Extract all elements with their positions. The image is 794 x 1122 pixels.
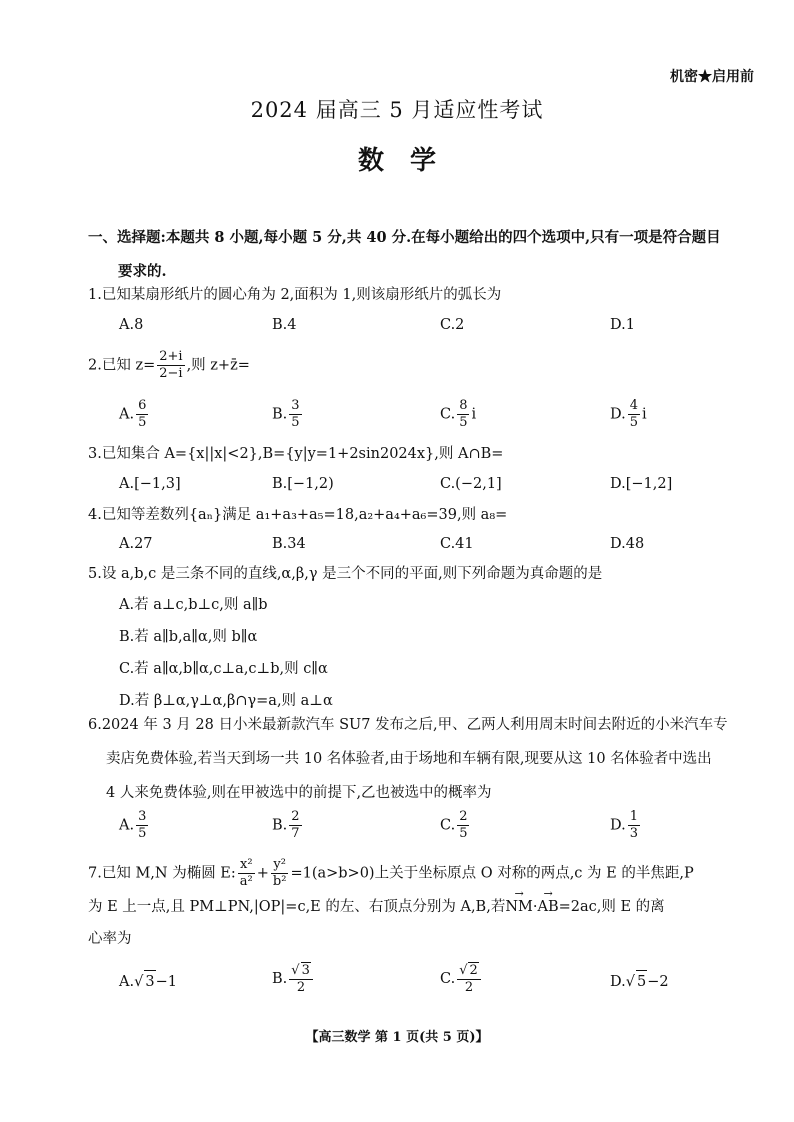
q7-vector-nm: → NM (505, 896, 533, 918)
q6-option-b-numerator: 2 (291, 809, 300, 824)
q3-option-d: D.[−1,2] (610, 476, 673, 492)
question-7-stem-line3: 心率为 (88, 931, 132, 947)
q6-option-a-numerator: 3 (138, 809, 147, 824)
q7-line2-prefix: 为 E 上一点,且 PM⊥PN,|OP|=c,E 的左、右顶点分别为 A,B,若 (88, 899, 506, 915)
q6-option-c-denominator: 5 (459, 826, 468, 841)
q2-option-d-fraction (628, 398, 640, 431)
q6-option-d-numerator: 1 (629, 809, 638, 824)
q2-option-b (272, 398, 304, 431)
section-instructions-line2: 要求的. (118, 263, 167, 280)
q7-option-a-label: A. (119, 974, 135, 990)
question-3-stem: 3.已知集合 A={x||x|<2},B={y|y=1+2sin2024x},则 A∩B= (88, 446, 504, 462)
q7-x-numerator: x² (238, 857, 255, 874)
q7-y-fraction (271, 857, 289, 890)
q7-option-b-label: B. (272, 971, 288, 987)
q5-option-d: D.若 β⊥α,γ⊥α,β∩γ=a,则 a⊥α (119, 693, 333, 709)
q6-option-b-denominator: 7 (291, 826, 300, 841)
q7-dot-operator: · (532, 899, 538, 915)
q5-option-c: C.若 a∥α,b∥α,c⊥a,c⊥b,则 c∥α (119, 661, 328, 677)
q6-option-d-fraction (628, 809, 640, 842)
subject-title: 数学 (357, 146, 462, 176)
q6-option-a-denominator: 5 (138, 826, 147, 841)
q7-option-b-radicand: 3 (301, 963, 310, 978)
q5-option-a: A.若 a⊥c,b⊥c,则 a∥b (119, 597, 268, 613)
q2-option-a-numerator: 6 (138, 398, 147, 413)
section-instructions-line1: 一、选择题:本题共 8 小题,每小题 5 分,共 40 分.在每小题给出的四个选项中,只有一项是符合题目 (88, 229, 721, 246)
q7-option-d-label: D. (610, 974, 626, 990)
q7-option-c-fraction (457, 962, 481, 996)
q7-option-a-radicand: 3 (144, 970, 155, 993)
q6-stem-line2: 卖店免费体验,若当天到场一共 10 名体验者,由于场地和车辆有限,现要从这 10 名体验者中选出 (106, 751, 712, 767)
q2-stem-prefix: 2.已知 z= (88, 357, 156, 374)
q6-option-c-label: C. (440, 817, 456, 834)
q2-option-a (119, 398, 150, 431)
q4-option-c: C.41 (440, 536, 474, 552)
q2-option-a-fraction (136, 398, 148, 431)
q1-option-d: D.1 (610, 317, 635, 333)
q4-option-d: D.48 (610, 536, 645, 552)
q5-options (119, 589, 333, 717)
q1-option-c: C.2 (440, 317, 465, 333)
q6-option-c-fraction (457, 809, 469, 842)
q6-option-a (119, 809, 150, 842)
q7-plus-sign: + (256, 865, 269, 882)
q6-option-a-fraction (136, 809, 148, 842)
q4-option-a: A.27 (119, 536, 153, 552)
q7-option-d-suffix: −2 (647, 974, 669, 990)
q6-option-d-denominator: 3 (629, 826, 638, 841)
q2-option-c-suffix: i (471, 406, 477, 423)
q2-fraction (157, 349, 184, 382)
q4-option-b: B.34 (272, 536, 306, 552)
q6-stem-line1: 6.2024 年 3 月 28 日小米最新款汽车 SU7 发布之后,甲、乙两人利用周末时间去附近的小米汽车专 (88, 717, 728, 733)
q6-option-b-fraction (289, 809, 301, 842)
q6-option-b (272, 809, 304, 842)
exam-title: 2024 届高三 5 月适应性考试 (250, 98, 544, 122)
q7-option-a-radical-sign: √ (134, 974, 144, 990)
q6-option-c (440, 809, 471, 842)
q6-option-d-label: D. (610, 817, 626, 834)
q2-option-d-label: D. (610, 406, 626, 423)
question-1-stem: 1.已知某扇形纸片的圆心角为 2,面积为 1,则该扇形纸片的弧长为 (88, 287, 502, 303)
q2-option-d-numerator: 4 (629, 398, 638, 413)
q7-option-a-suffix: −1 (155, 974, 177, 990)
q2-option-c (440, 398, 476, 431)
q2-option-d-denominator: 5 (629, 415, 638, 430)
q7-line1-prefix: 7.已知 M,N 为椭圆 E: (88, 865, 236, 882)
question-7-stem-line2 (88, 896, 665, 918)
question-6-stem (88, 708, 760, 810)
q2-stem-suffix: ,则 z+z̄= (186, 357, 250, 374)
q2-option-a-label: A. (119, 406, 135, 423)
q6-option-d (610, 809, 642, 842)
q2-option-d-suffix: i (642, 406, 647, 423)
q7-option-b-fraction (289, 962, 313, 996)
q7-option-d-radicand: 5 (636, 970, 647, 993)
question-4-stem: 4.已知等差数列{aₙ}满足 a₁+a₃+a₅=18,a₂+a₄+a₆=39,则 a₈= (88, 507, 508, 523)
q7-x-denominator: a² (239, 874, 253, 889)
q2-option-b-fraction (289, 398, 301, 431)
q7-option-a (119, 970, 177, 993)
q1-option-b: B.4 (272, 317, 297, 333)
q7-option-b (272, 962, 315, 996)
question-2-stem (88, 349, 250, 382)
q2-option-a-denominator: 5 (138, 415, 147, 430)
q7-option-c (440, 962, 483, 996)
section-instructions (88, 221, 758, 289)
q3-option-b: B.[−1,2) (272, 476, 334, 492)
q2-option-c-label: C. (440, 406, 456, 423)
q2-option-b-denominator: 5 (291, 415, 300, 430)
confidential-mark: 机密★启用前 (670, 69, 754, 85)
q2-option-c-denominator: 5 (459, 415, 468, 430)
question-7-stem-line1 (88, 857, 694, 890)
page-footer: 【高三数学 第 1 页(共 5 页)】 (305, 1030, 489, 1045)
q2-option-b-label: B. (272, 406, 288, 423)
q2-fraction-numerator: 2+i (159, 349, 183, 364)
q6-stem-line3: 4 人来免费体验,则在甲被选中的前提下,乙也被选中的概率为 (106, 785, 492, 801)
q7-option-b-numerator: √ 3 (289, 962, 313, 980)
q7-y-denominator: b² (272, 874, 287, 889)
q2-option-b-numerator: 3 (291, 398, 300, 413)
q7-option-d (610, 970, 669, 993)
q7-line2-suffix: =2ac,则 E 的离 (558, 899, 665, 915)
q3-option-a: A.[−1,3] (119, 476, 181, 492)
q7-option-b-denominator: 2 (296, 980, 306, 995)
q2-option-c-numerator: 8 (459, 398, 468, 413)
q7-line1-suffix: =1(a>b>0)上关于坐标原点 O 对称的两点,c 为 E 的半焦距,P (290, 865, 694, 882)
q2-option-c-fraction (457, 398, 469, 431)
q6-option-c-numerator: 2 (459, 809, 468, 824)
q6-option-a-label: A. (119, 817, 135, 834)
q7-vector-ab: → AB (537, 896, 558, 918)
q1-option-a: A.8 (119, 317, 144, 333)
q7-y-numerator: y² (271, 857, 289, 874)
q3-option-c: C.(−2,1] (440, 476, 502, 492)
q7-option-c-numerator: √ 2 (457, 962, 481, 980)
q2-option-d (610, 398, 647, 431)
q5-option-b: B.若 a∥b,a∥α,则 b∥α (119, 629, 258, 645)
q7-x-fraction (238, 857, 255, 890)
q7-option-d-radical-sign: √ (625, 974, 635, 990)
q7-option-c-denominator: 2 (464, 980, 474, 995)
q6-option-b-label: B. (272, 817, 288, 834)
q2-fraction-denominator: 2−i (159, 366, 183, 381)
q7-option-c-label: C. (440, 971, 456, 987)
question-5-stem: 5.设 a,b,c 是三条不同的直线,α,β,γ 是三个不同的平面,则下列命题为真命题的是 (88, 566, 603, 582)
q7-option-c-radicand: 2 (469, 963, 478, 978)
